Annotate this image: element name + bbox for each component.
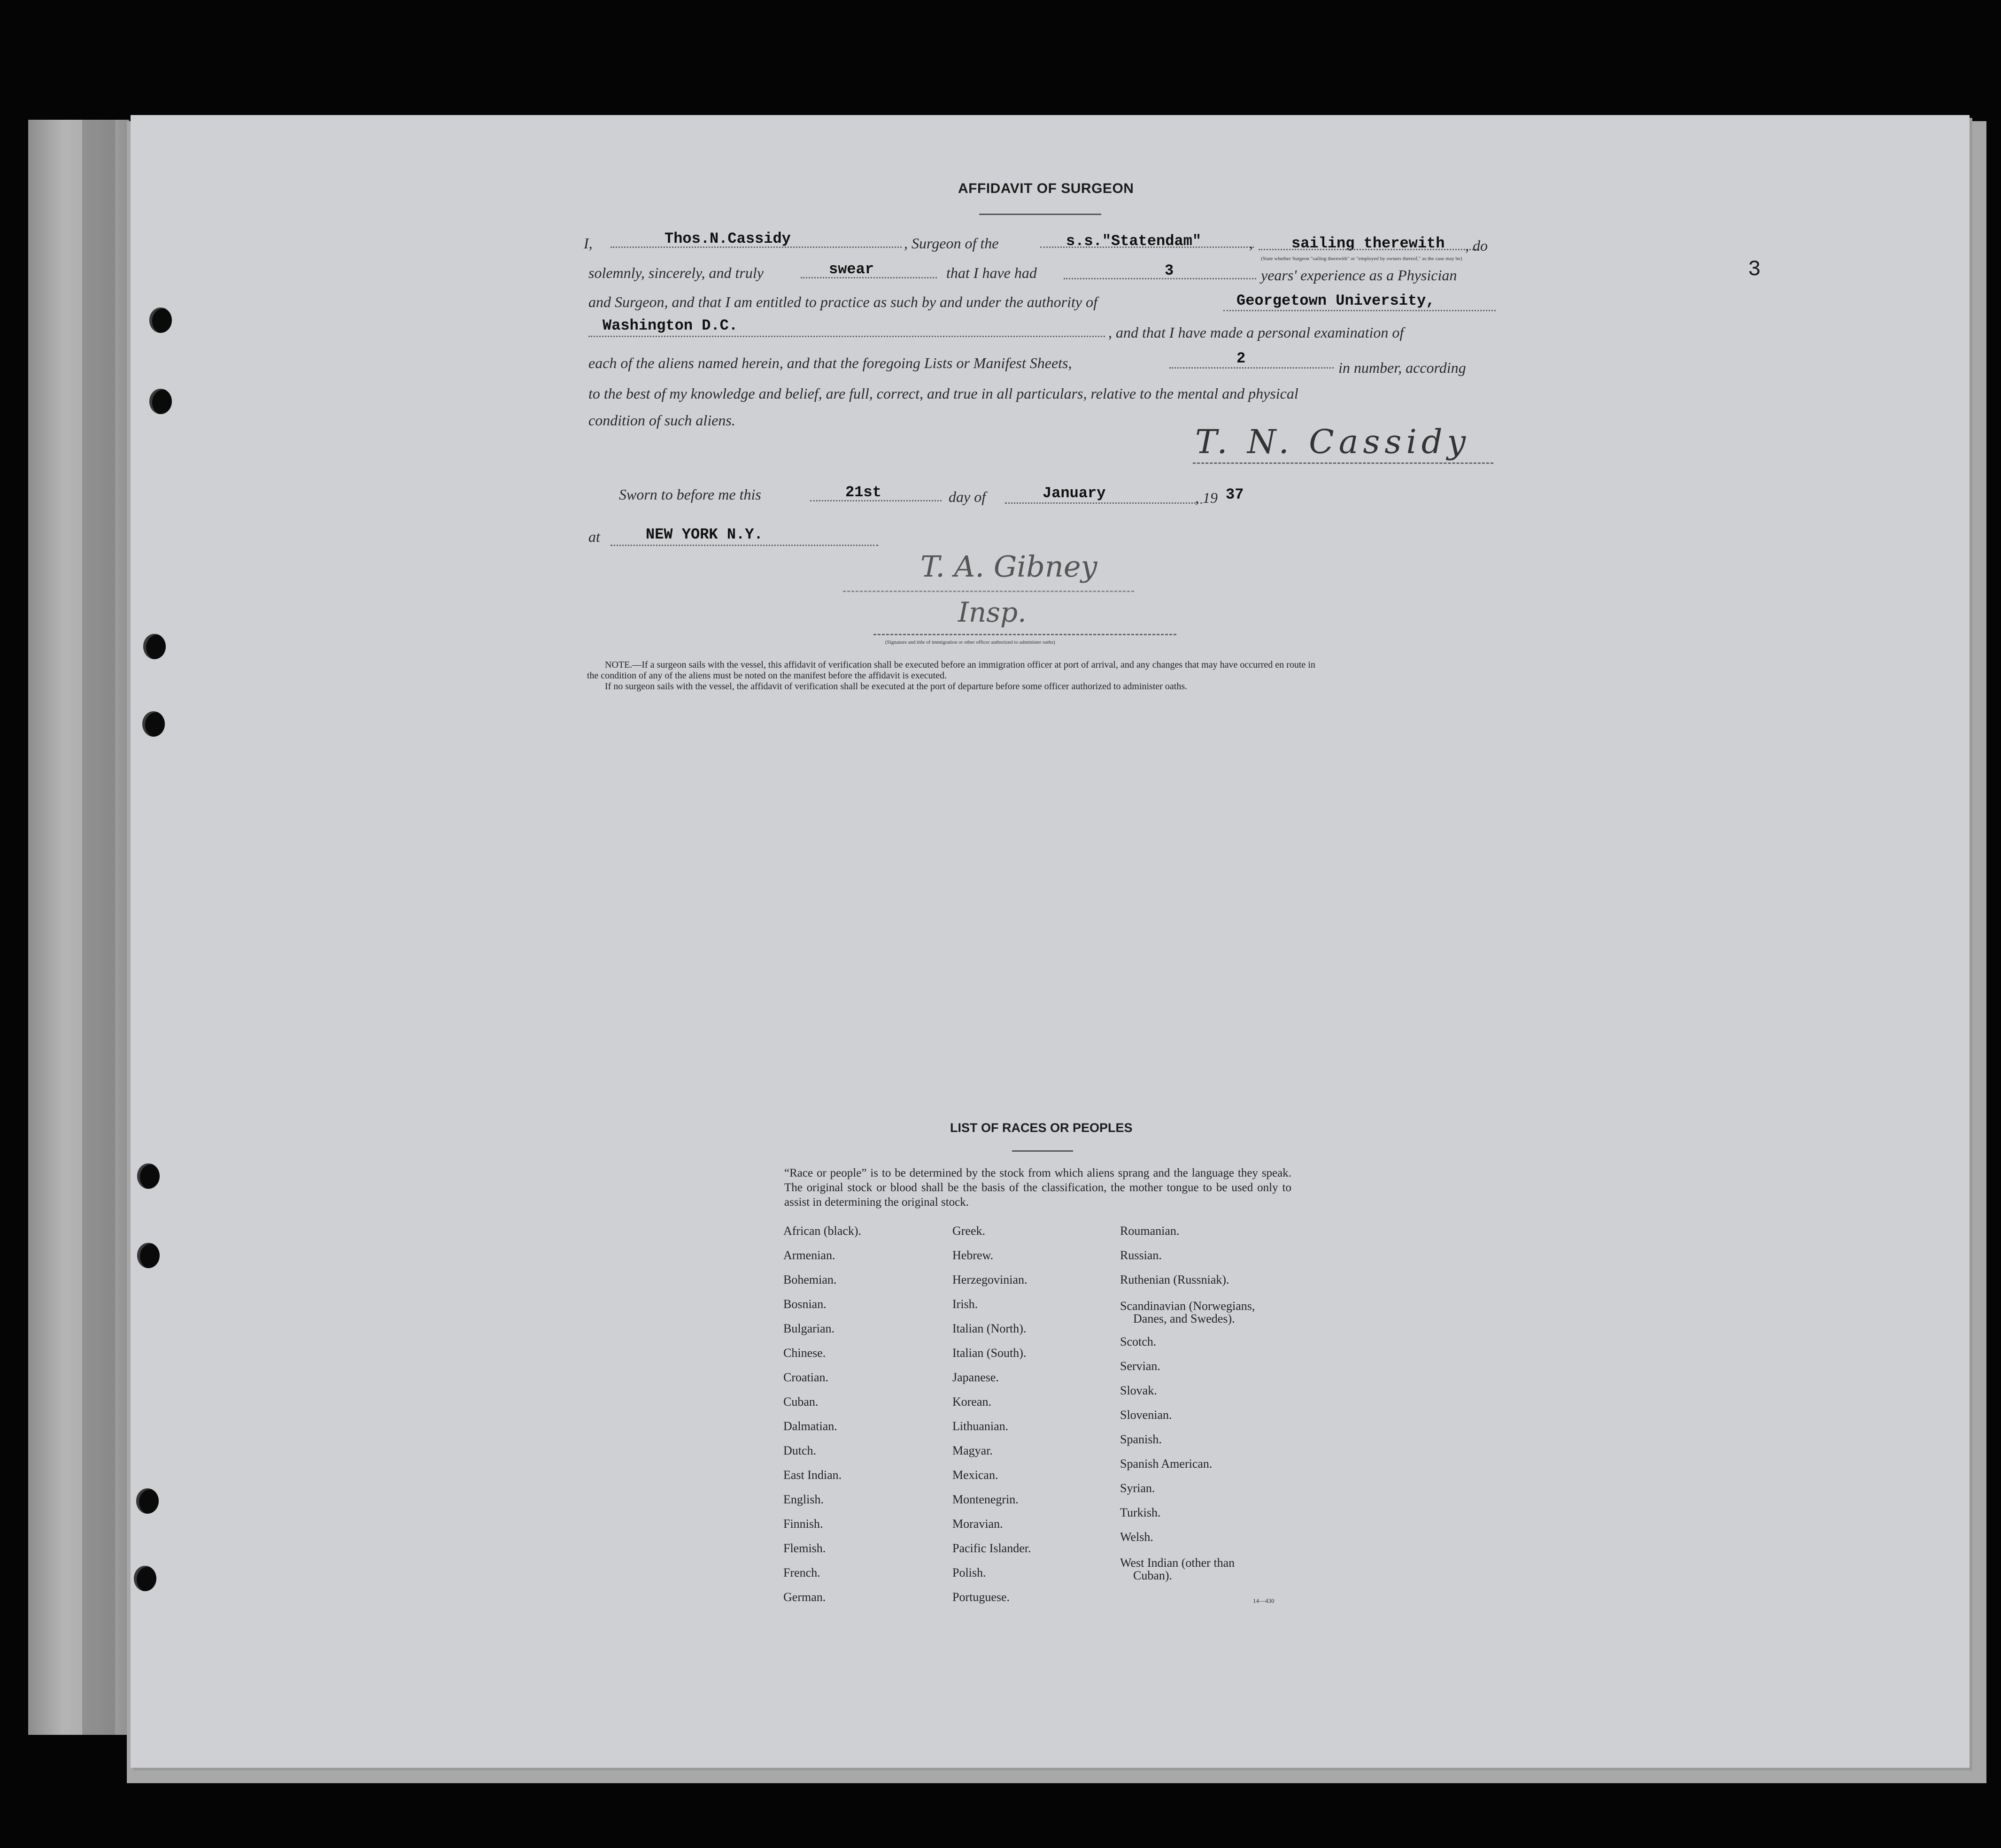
race-item: German. [783,1590,826,1604]
race-item: Ruthenian (Russniak). [1120,1273,1229,1286]
race-item: Bosnian. [783,1297,827,1311]
fill-line [610,246,902,248]
fill-line [1259,249,1479,250]
note-line: NOTE.—If a surgeon sails with the vessel, this affidavit of verification shall be executed before an immigration officer at port of arrival, and any changes that may have occurred en route in [605,660,1315,670]
fill-line [610,545,878,546]
race-item: East Indian. [783,1468,842,1482]
race-item: Cuban. [783,1395,819,1409]
years-experience: 3 [1165,262,1174,279]
race-item: Herzegovinian. [952,1273,1028,1286]
race-item: Moravian. [952,1517,1003,1531]
race-item: Dutch. [783,1444,817,1457]
affidavit-text: that I have had [946,264,1037,281]
race-item: Lithuanian. [952,1419,1009,1433]
race-item: Scandinavian (Norwegians, [1120,1299,1255,1313]
officer-signature: T. A. Gibney [920,549,1097,584]
punch-hole [137,1163,160,1189]
affidavit-text: , Surgeon of the [904,235,999,252]
fill-line [1064,278,1256,279]
race-item: Armenian. [783,1248,835,1262]
race-item: Bohemian. [783,1273,837,1286]
officer-title: Insp. [958,596,1027,628]
race-item: Korean. [952,1395,992,1409]
race-item: Montenegrin. [952,1493,1019,1506]
fill-line [1223,310,1496,311]
race-item: Italian (South). [952,1346,1027,1360]
punch-hole [143,634,166,659]
punch-hole [137,1243,160,1268]
affidavit-text: years' experience as a Physician [1261,267,1457,284]
race-item: Magyar. [952,1444,993,1457]
race-item: Greek. [952,1224,986,1238]
races-divider [1012,1150,1073,1152]
race-item: Mexican. [952,1468,998,1482]
affidavit-text: , 19 [1195,489,1218,506]
race-item: Finnish. [783,1517,823,1531]
affidavit-text: in number, according [1338,359,1466,376]
races-title: LIST OF RACES OR PEOPLES [950,1121,1133,1135]
affidavit-text: , [1249,235,1253,252]
race-item: Slovenian. [1120,1408,1172,1422]
affidavit-text: each of the aliens named herein, and that the foregoing Lists or Manifest Sheets, [588,354,1072,371]
title-divider [979,214,1101,215]
sailing-note: (State whether Surgeon "sailing therewith" or "employed by owners thereof," as the case may be) [1261,256,1462,262]
sailing-status: sailing therewith [1291,235,1445,252]
race-item: African (black). [783,1224,862,1238]
race-item: Croatian. [783,1371,829,1384]
fill-line [1169,367,1334,369]
punch-hole [149,389,172,414]
race-item: Flemish. [783,1541,826,1555]
race-item: Hebrew. [952,1248,994,1262]
race-item: Scotch. [1120,1335,1157,1348]
signature-caption: (Signature and title of immigration or other officer authorized to administer oaths) [885,639,1055,645]
affidavit-text: Sworn to before me this [619,486,761,503]
sworn-month: January [1043,485,1106,502]
note-line: the condition of any of the aliens must be noted on the manifest before the affidavit is executed. [587,670,947,681]
race-item: Turkish. [1120,1506,1161,1519]
fill-line [810,500,942,501]
fill-line [801,277,937,278]
race-item: Pacific Islander. [952,1541,1031,1555]
sworn-year: 37 [1226,486,1244,503]
race-item: Japanese. [952,1371,999,1384]
affidavit-text: condition of such aliens. [588,412,735,429]
affidavit-text: at [588,528,600,545]
surgeon-name: Thos.N.Cassidy [664,230,791,247]
race-item: French. [783,1566,820,1579]
oath-type: swear [829,261,874,278]
race-item: Bulgarian. [783,1322,835,1335]
race-item: Syrian. [1120,1481,1155,1495]
race-item: Irish. [952,1297,978,1311]
race-item: Danes, and Swedes). [1133,1312,1235,1325]
race-item: Dalmatian. [783,1419,837,1433]
race-item: Roumanian. [1120,1224,1180,1238]
surgeon-signature: T. N. Cassidy [1195,423,1471,461]
race-item: Russian. [1120,1248,1162,1262]
race-item: Welsh. [1120,1530,1153,1544]
affidavit-text: I, [584,235,593,252]
punch-hole [136,1488,159,1514]
race-item: Spanish. [1120,1432,1162,1446]
race-item: Spanish American. [1120,1457,1213,1471]
race-item: Servian. [1120,1359,1160,1373]
form-code: 14—430 [1253,1597,1275,1604]
sworn-location: NEW YORK N.Y. [646,526,763,543]
ship-name: s.s."Statendam" [1066,232,1202,250]
punch-hole [134,1566,156,1591]
fill-line [588,336,1105,337]
race-item: West Indian (other than [1120,1556,1235,1570]
licensing-authority: Georgetown University, [1236,292,1435,309]
signature-line [843,591,1134,592]
fill-line [1005,502,1202,504]
affidavit-text: day of [949,488,986,505]
race-item: Italian (North). [952,1322,1027,1335]
binder-edge [82,120,115,1735]
affidavit-text: , do [1465,237,1488,254]
punch-hole [149,308,172,333]
note-line: If no surgeon sails with the vessel, the affidavit of verification shall be executed at the port of departure before some officer authorized to administer oaths. [605,681,1188,692]
authority-location: Washington D.C. [603,317,738,334]
race-item: Portuguese. [952,1590,1010,1604]
affidavit-text: and Surgeon, and that I am entitled to practice as such by and under the authority of [588,293,1097,310]
race-item: Cuban). [1133,1569,1173,1582]
sworn-day: 21st [845,484,881,501]
punch-hole [142,711,165,737]
race-item: Polish. [952,1566,986,1579]
fill-line [1040,246,1254,248]
race-item: Slovak. [1120,1384,1157,1397]
affidavit-text: , and that I have made a personal examination of [1108,324,1404,341]
races-intro: “Race or people” is to be determined by the stock from which aliens sprang and the language they speak. The original stock or blood shall be the basis of the classification, the mother tongue to be used only to assist in determining the original stock. [784,1167,1291,1209]
sheets-count: 2 [1236,350,1246,367]
affidavit-text: to the best of my knowledge and belief, are full, correct, and true in all particulars, relative to the mental and physical [588,385,1298,402]
affidavit-title: AFFIDAVIT OF SURGEON [958,181,1134,196]
signature-line [1193,462,1493,464]
affidavit-text: solemnly, sincerely, and truly [588,264,764,281]
race-item: Chinese. [783,1346,826,1360]
page-number: 3 [1748,257,1761,282]
signature-line [873,634,1176,635]
race-item: English. [783,1493,824,1506]
